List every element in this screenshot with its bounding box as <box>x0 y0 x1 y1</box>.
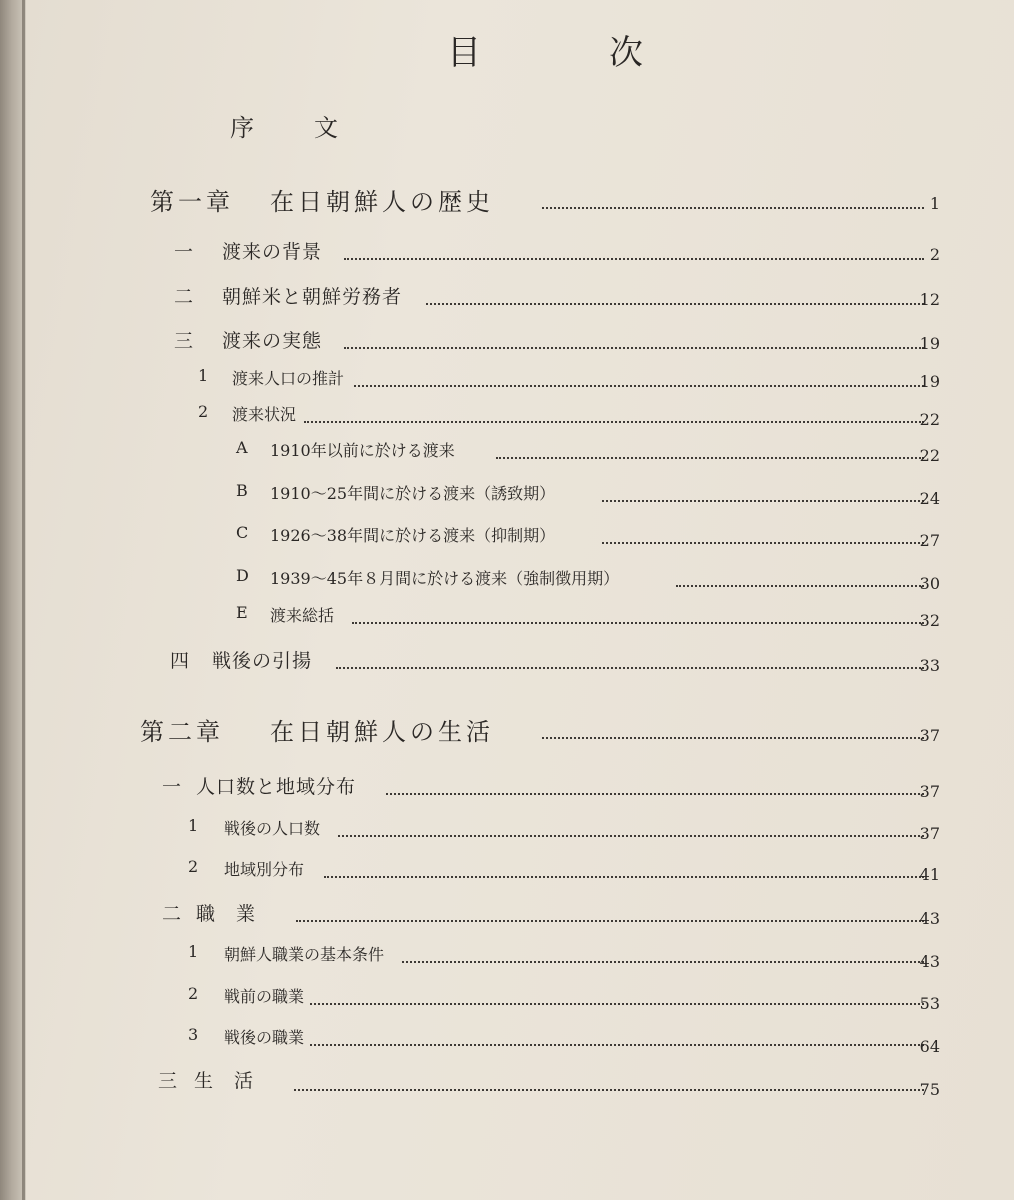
leader-dots <box>386 793 924 795</box>
toc-entry-subsection[interactable] <box>26 984 1014 1012</box>
leader-dots <box>296 920 924 922</box>
entry-page-number: 32 <box>919 611 940 630</box>
toc-entry-section[interactable] <box>26 899 1014 929</box>
book-page <box>26 0 1014 1200</box>
entry-number: E <box>236 603 248 622</box>
entry-title: 生 活 <box>194 1070 255 1092</box>
toc-entry-section[interactable] <box>26 1066 1014 1099</box>
entry-title: 在日朝鮮人の生活 <box>270 718 494 746</box>
leader-dots <box>336 667 924 669</box>
entry-page-number: 19 <box>919 334 940 353</box>
toc-entry-section[interactable] <box>26 646 1014 676</box>
entry-title: 人口数と地域分布 <box>196 776 357 798</box>
entry-title: 職 業 <box>196 903 257 925</box>
leader-dots <box>354 385 924 387</box>
toc-entry-subsubsection[interactable] <box>26 603 1014 631</box>
entry-title: 在日朝鮮人の歴史 <box>270 188 494 216</box>
leader-dots <box>602 542 924 544</box>
entry-page-number: 53 <box>919 994 940 1013</box>
toc-entry-subsection[interactable] <box>26 366 1014 394</box>
leader-dots <box>542 207 924 209</box>
entry-number: 二 <box>162 903 183 925</box>
entry-page-number: 1 <box>929 194 940 213</box>
preface-char-1: 序 <box>230 114 254 142</box>
entry-title: 朝鮮米と朝鮮労務者 <box>222 286 403 308</box>
entry-title: 戦前の職業 <box>224 987 305 1006</box>
leader-dots <box>344 347 924 349</box>
toc-entry-subsubsection[interactable] <box>26 438 1014 466</box>
toc-entry-chapter-1[interactable] <box>26 182 1014 218</box>
toc-entry-subsection[interactable] <box>26 816 1014 844</box>
toc-entry-subsubsection[interactable] <box>26 481 1014 509</box>
entry-title: 渡来の背景 <box>222 241 323 263</box>
entry-number: 一 <box>174 241 195 263</box>
entry-page-number: 22 <box>919 410 940 429</box>
toc-entry-subsection[interactable] <box>26 857 1014 885</box>
entry-page-number: 2 <box>929 245 940 264</box>
leader-dots <box>602 500 924 502</box>
leader-dots <box>352 622 924 624</box>
entry-number: 四 <box>170 650 191 672</box>
entry-number: 2 <box>188 984 199 1003</box>
leader-dots <box>402 961 924 963</box>
leader-dots <box>676 585 924 587</box>
toc-entry-subsubsection[interactable] <box>26 566 1014 594</box>
entry-page-number: 37 <box>919 782 940 801</box>
entry-page-number: 19 <box>919 372 940 391</box>
page-title <box>26 28 1014 78</box>
entry-number: 1 <box>188 816 199 835</box>
entry-title: 朝鮮人職業の基本条件 <box>224 945 385 964</box>
leader-dots <box>324 876 924 878</box>
preface-entry[interactable] <box>26 108 1014 148</box>
leader-dots <box>426 303 924 305</box>
preface-char-2: 文 <box>314 114 338 142</box>
entry-title: 渡来の実態 <box>222 330 323 352</box>
entry-title: 渡来総括 <box>270 606 335 625</box>
entry-page-number: 43 <box>919 952 940 971</box>
entry-number: A <box>236 438 248 457</box>
entry-number: 一 <box>162 776 183 798</box>
toc-entry-section[interactable] <box>26 237 1014 267</box>
title-char-1: 目 <box>447 33 481 73</box>
entry-title: 渡来状況 <box>232 405 297 424</box>
entry-number: 三 <box>158 1070 179 1092</box>
entry-number: 第一章 <box>150 188 234 216</box>
toc-entry-subsection[interactable] <box>26 402 1014 430</box>
entry-page-number: 12 <box>919 290 940 309</box>
entry-title: 1926～38年間に於ける渡来（抑制期） <box>270 526 556 545</box>
leader-dots <box>338 835 924 837</box>
entry-page-number: 37 <box>919 824 940 843</box>
toc-entry-subsubsection[interactable] <box>26 523 1014 551</box>
toc-entry-section[interactable] <box>26 282 1014 312</box>
entry-title: 戦後の人口数 <box>224 819 321 838</box>
entry-page-number: 24 <box>919 489 940 508</box>
entry-title: 1910年以前に於ける渡来 <box>270 441 455 460</box>
entry-title: 1939～45年８月間に於ける渡来（強制徴用期） <box>270 569 620 588</box>
leader-dots <box>310 1044 924 1046</box>
leader-dots <box>496 457 924 459</box>
entry-title: 渡来人口の推計 <box>232 369 345 388</box>
entry-number: 1 <box>198 366 209 385</box>
entry-title: 1910～25年間に於ける渡来（誘致期） <box>270 484 556 503</box>
entry-title: 戦後の引揚 <box>212 650 313 672</box>
entry-page-number: 33 <box>919 656 940 675</box>
leader-dots <box>344 258 924 260</box>
entry-number: 3 <box>188 1025 199 1044</box>
title-char-2: 次 <box>609 33 643 73</box>
entry-title: 戦後の職業 <box>224 1028 305 1047</box>
entry-number: 三 <box>174 330 195 352</box>
entry-page-number: 64 <box>919 1037 940 1056</box>
entry-number: 2 <box>198 402 209 421</box>
page-gutter-line <box>22 0 25 1200</box>
entry-page-number: 37 <box>919 726 940 745</box>
entry-number: 第二章 <box>140 718 224 746</box>
leader-dots <box>310 1003 924 1005</box>
entry-page-number: 22 <box>919 446 940 465</box>
entry-number: 2 <box>188 857 199 876</box>
leader-dots <box>294 1089 924 1091</box>
leader-dots <box>304 421 924 423</box>
toc-entry-chapter-2[interactable] <box>26 712 1014 748</box>
toc-entry-subsection[interactable] <box>26 942 1014 970</box>
leader-dots <box>542 737 924 739</box>
entry-page-number: 27 <box>919 531 940 550</box>
entry-number: 1 <box>188 942 199 961</box>
toc-entry-section[interactable] <box>26 772 1014 802</box>
entry-page-number: 43 <box>919 909 940 928</box>
entry-page-number: 30 <box>919 574 940 593</box>
toc-entry-subsection[interactable] <box>26 1025 1014 1056</box>
entry-page-number: 41 <box>919 865 940 884</box>
entry-title: 地域別分布 <box>224 860 305 879</box>
toc-entry-section[interactable] <box>26 326 1014 356</box>
entry-number: B <box>236 481 248 500</box>
entry-number: C <box>236 523 249 542</box>
entry-number: D <box>236 566 249 585</box>
entry-number: 二 <box>174 286 195 308</box>
entry-page-number: 75 <box>919 1080 940 1099</box>
